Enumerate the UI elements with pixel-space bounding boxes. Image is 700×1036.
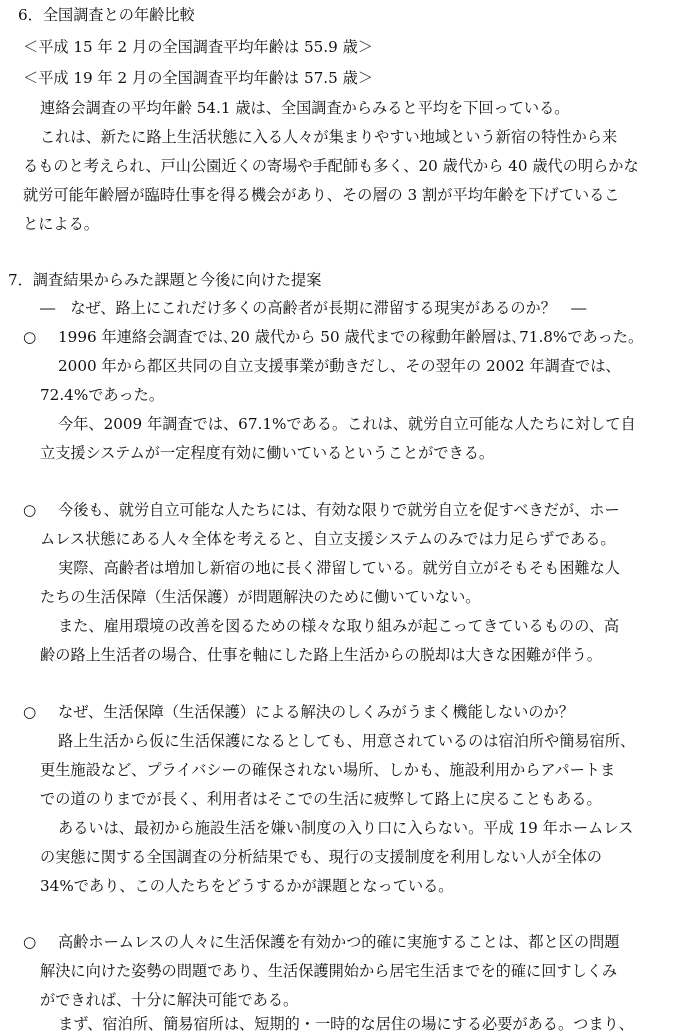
bullet-4-marker: ○ bbox=[23, 933, 37, 951]
bullet-2-line-6: 齢の路上生活者の場合、仕事を軸にした路上生活からの脱却は大きな困難が伴う。 bbox=[40, 646, 602, 664]
bullet-4-line-4: まず、宿泊所、簡易宿所は、短期的・一時的な居住の場にする必要がある。つまり、 bbox=[58, 1015, 634, 1033]
bullet-2-line-3: 実際、高齢者は増加し新宿の地に長く滞留している。就労自立がそもそも困難な人 bbox=[58, 559, 620, 577]
bullet-3-line-3: 更生施設など、プライバシーの確保されない場所、しかも、施設利用からアパートま bbox=[40, 761, 616, 779]
survey-2007-average-age: ＜平成 19 年 2 月の全国調査平均年齢は 57.5 歳＞ bbox=[23, 69, 373, 87]
section-6-paragraph-2-line-3: 就労可能年齢層が臨時仕事を得る機会があり、その層の 3 割が平均年齢を下げているこ bbox=[23, 186, 620, 204]
bullet-1-line-3: 72.4%であった。 bbox=[40, 386, 165, 404]
bullet-4-line-2: 解決に向けた姿勢の問題であり、生活保護開始から居宅生活までを的確に回すしくみ bbox=[40, 962, 618, 980]
section-7-subheading: ― なぜ、路上にこれだけ多くの高齢者が長期に滞留する現実があるのか？ ― bbox=[40, 299, 587, 317]
bullet-1-line-4: 今年、2009 年調査では、67.1%である。これは、就労自立可能な人たちに対して自 bbox=[58, 415, 636, 433]
section-6-paragraph-2-line-1: これは、新たに路上生活状態に入る人々が集まりやすい地域という新宿の特性から来 bbox=[40, 128, 618, 146]
bullet-3-line-6: の実態に関する全国調査の分析結果でも、現行の支援制度を利用しない人が全体の bbox=[40, 848, 602, 866]
bullet-1-line-2: 2000 年から都区共同の自立支援事業が動きだし、その翌年の 2002 年調査では、 bbox=[58, 357, 621, 375]
bullet-3-line-2: 路上生活から仮に生活保護になるとしても、用意されているのは宿泊所や簡易宿所、 bbox=[58, 732, 636, 750]
bullet-4-line-1: 高齢ホームレスの人々に生活保護を有効かつ的確に実施することは、都と区の問題 bbox=[58, 933, 620, 951]
bullet-2-line-2: ムレス状態にある人々全体を考えると、自立支援システムのみでは力足らずである。 bbox=[40, 530, 616, 548]
bullet-1-marker: ○ bbox=[23, 328, 37, 346]
bullet-3-marker: ○ bbox=[23, 703, 37, 721]
bullet-3-line-7: 34%であり、この人たちをどうするかが課題となっている。 bbox=[40, 877, 454, 895]
section-6-paragraph-2-line-4: とによる。 bbox=[23, 215, 99, 233]
bullet-1-line-1: 1996 年連絡会調査では､20 歳代から 50 歳代までの稼動年齢層は､71.8%であった。 bbox=[58, 328, 644, 346]
bullet-3-line-4: での道のりまでが長く、利用者はそこでの生活に疲弊して路上に戻ることもある。 bbox=[40, 790, 602, 808]
bullet-3-line-1: なぜ、生活保障（生活保護）による解決のしくみがうまく機能しないのか？ bbox=[58, 703, 574, 721]
section-6-paragraph-1: 連絡会調査の平均年齢 54.1 歳は、全国調査からみると平均を下回っている。 bbox=[40, 99, 570, 117]
survey-2003-average-age: ＜平成 15 年 2 月の全国調査平均年齢は 55.9 歳＞ bbox=[23, 38, 373, 56]
bullet-2-line-1: 今後も、就労自立可能な人たちには、有効な限りで就労自立を促すべきだが、ホー bbox=[58, 501, 620, 519]
bullet-2-line-4: たちの生活保障（生活保護）が問題解決のために働いていない。 bbox=[40, 588, 481, 606]
section-7-heading: 7．調査結果からみた課題と今後に向けた提案 bbox=[8, 271, 322, 289]
bullet-3-line-5: あるいは、最初から施設生活を嫌い制度の入り口に入らない。平成 19 年ホームレス bbox=[58, 819, 634, 837]
bullet-2-line-5: また、雇用環境の改善を図るための様々な取り組みが起こってきているものの、高 bbox=[58, 617, 620, 635]
section-6-paragraph-2-line-2: るものと考えられ、戸山公園近くの寄場や手配師も多く、20 歳代から 40 歳代の明らかな bbox=[23, 157, 639, 175]
section-6-heading: 6．全国調査との年齢比較 bbox=[18, 6, 195, 24]
bullet-2-marker: ○ bbox=[23, 501, 37, 519]
bullet-1-line-5: 立支援システムが一定程度有効に働いているということができる。 bbox=[40, 444, 495, 462]
bullet-4-line-3: ができれば、十分に解決可能である。 bbox=[40, 991, 299, 1009]
